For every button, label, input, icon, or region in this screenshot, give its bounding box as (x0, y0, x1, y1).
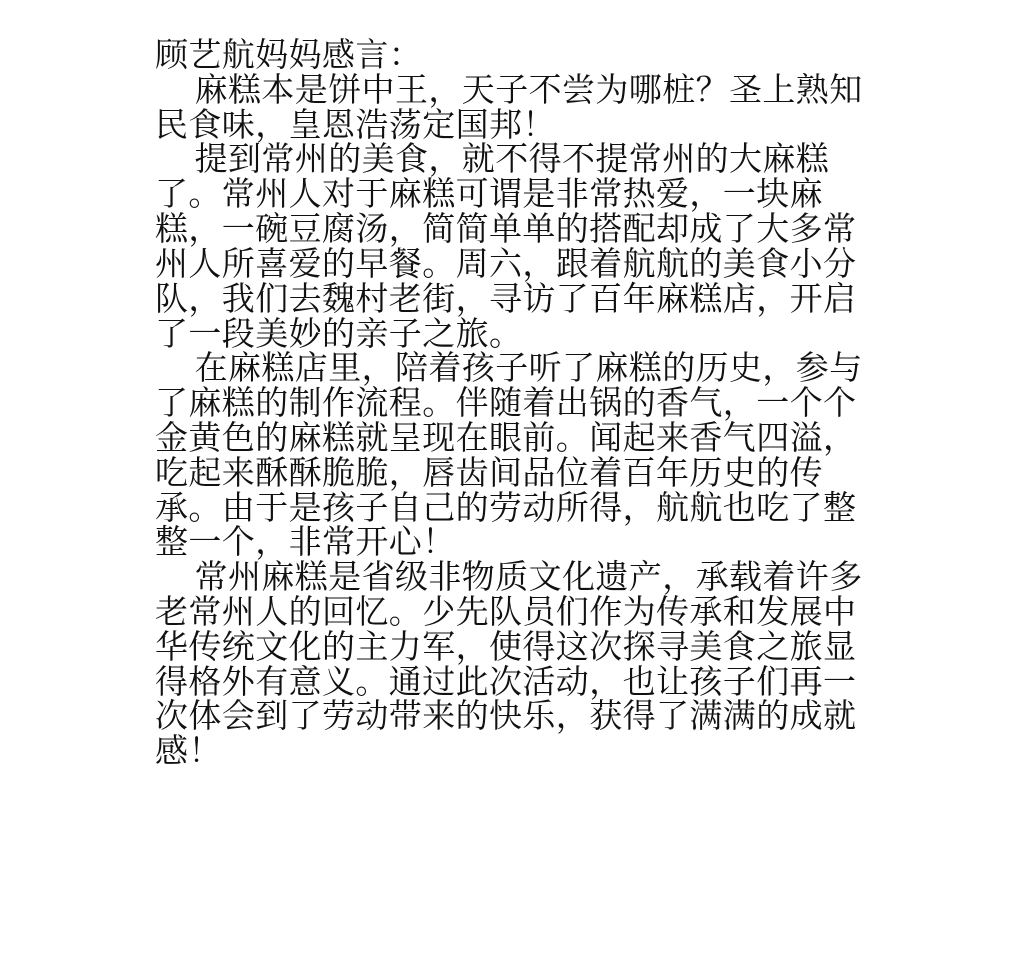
paragraph-experience: 在麻糕店里，陪着孩子听了麻糕的历史，参与了麻糕的制作流程。伴随着出锅的香气，一个个金黄色的麻糕就呈现在眼前。闻起来香气四溢，吃起来酥酥脆脆，唇齿间品位着百年历史的传承。由于是孩子自己的劳动所得，航航也吃了整整一个，非常开心！ (155, 348, 863, 562)
document-body (155, 35, 875, 771)
document-title: 顾艺航妈妈感言： (155, 35, 423, 74)
paragraph-conclusion: 常州麻糕是省级非物质文化遗产，承载着许多老常州人的回忆。少先队员们作为传承和发展中华传统文化的主力军，使得这次探寻美食之旅显得格外有意义。通过此次活动，也让孩子们再一次体会到了劳动带来的快乐，获得了满满的成就感！ (155, 557, 863, 771)
paragraph-intro: 提到常州的美食，就不得不提常州的大麻糕了。常州人对于麻糕可谓是非常热爱，一块麻糕，一碗豆腐汤，简简单单的搭配却成了大多常州人所喜爱的早餐。周六，跟着航航的美食小分队，我们去魏村老街，寻访了百年麻糕店，开启了一段美妙的亲子之旅。 (155, 139, 857, 353)
paragraph-poem: 麻糕本是饼中王，天子不尝为哪桩？圣上熟知民食味，皇恩浩荡定国邦！ (155, 69, 863, 144)
